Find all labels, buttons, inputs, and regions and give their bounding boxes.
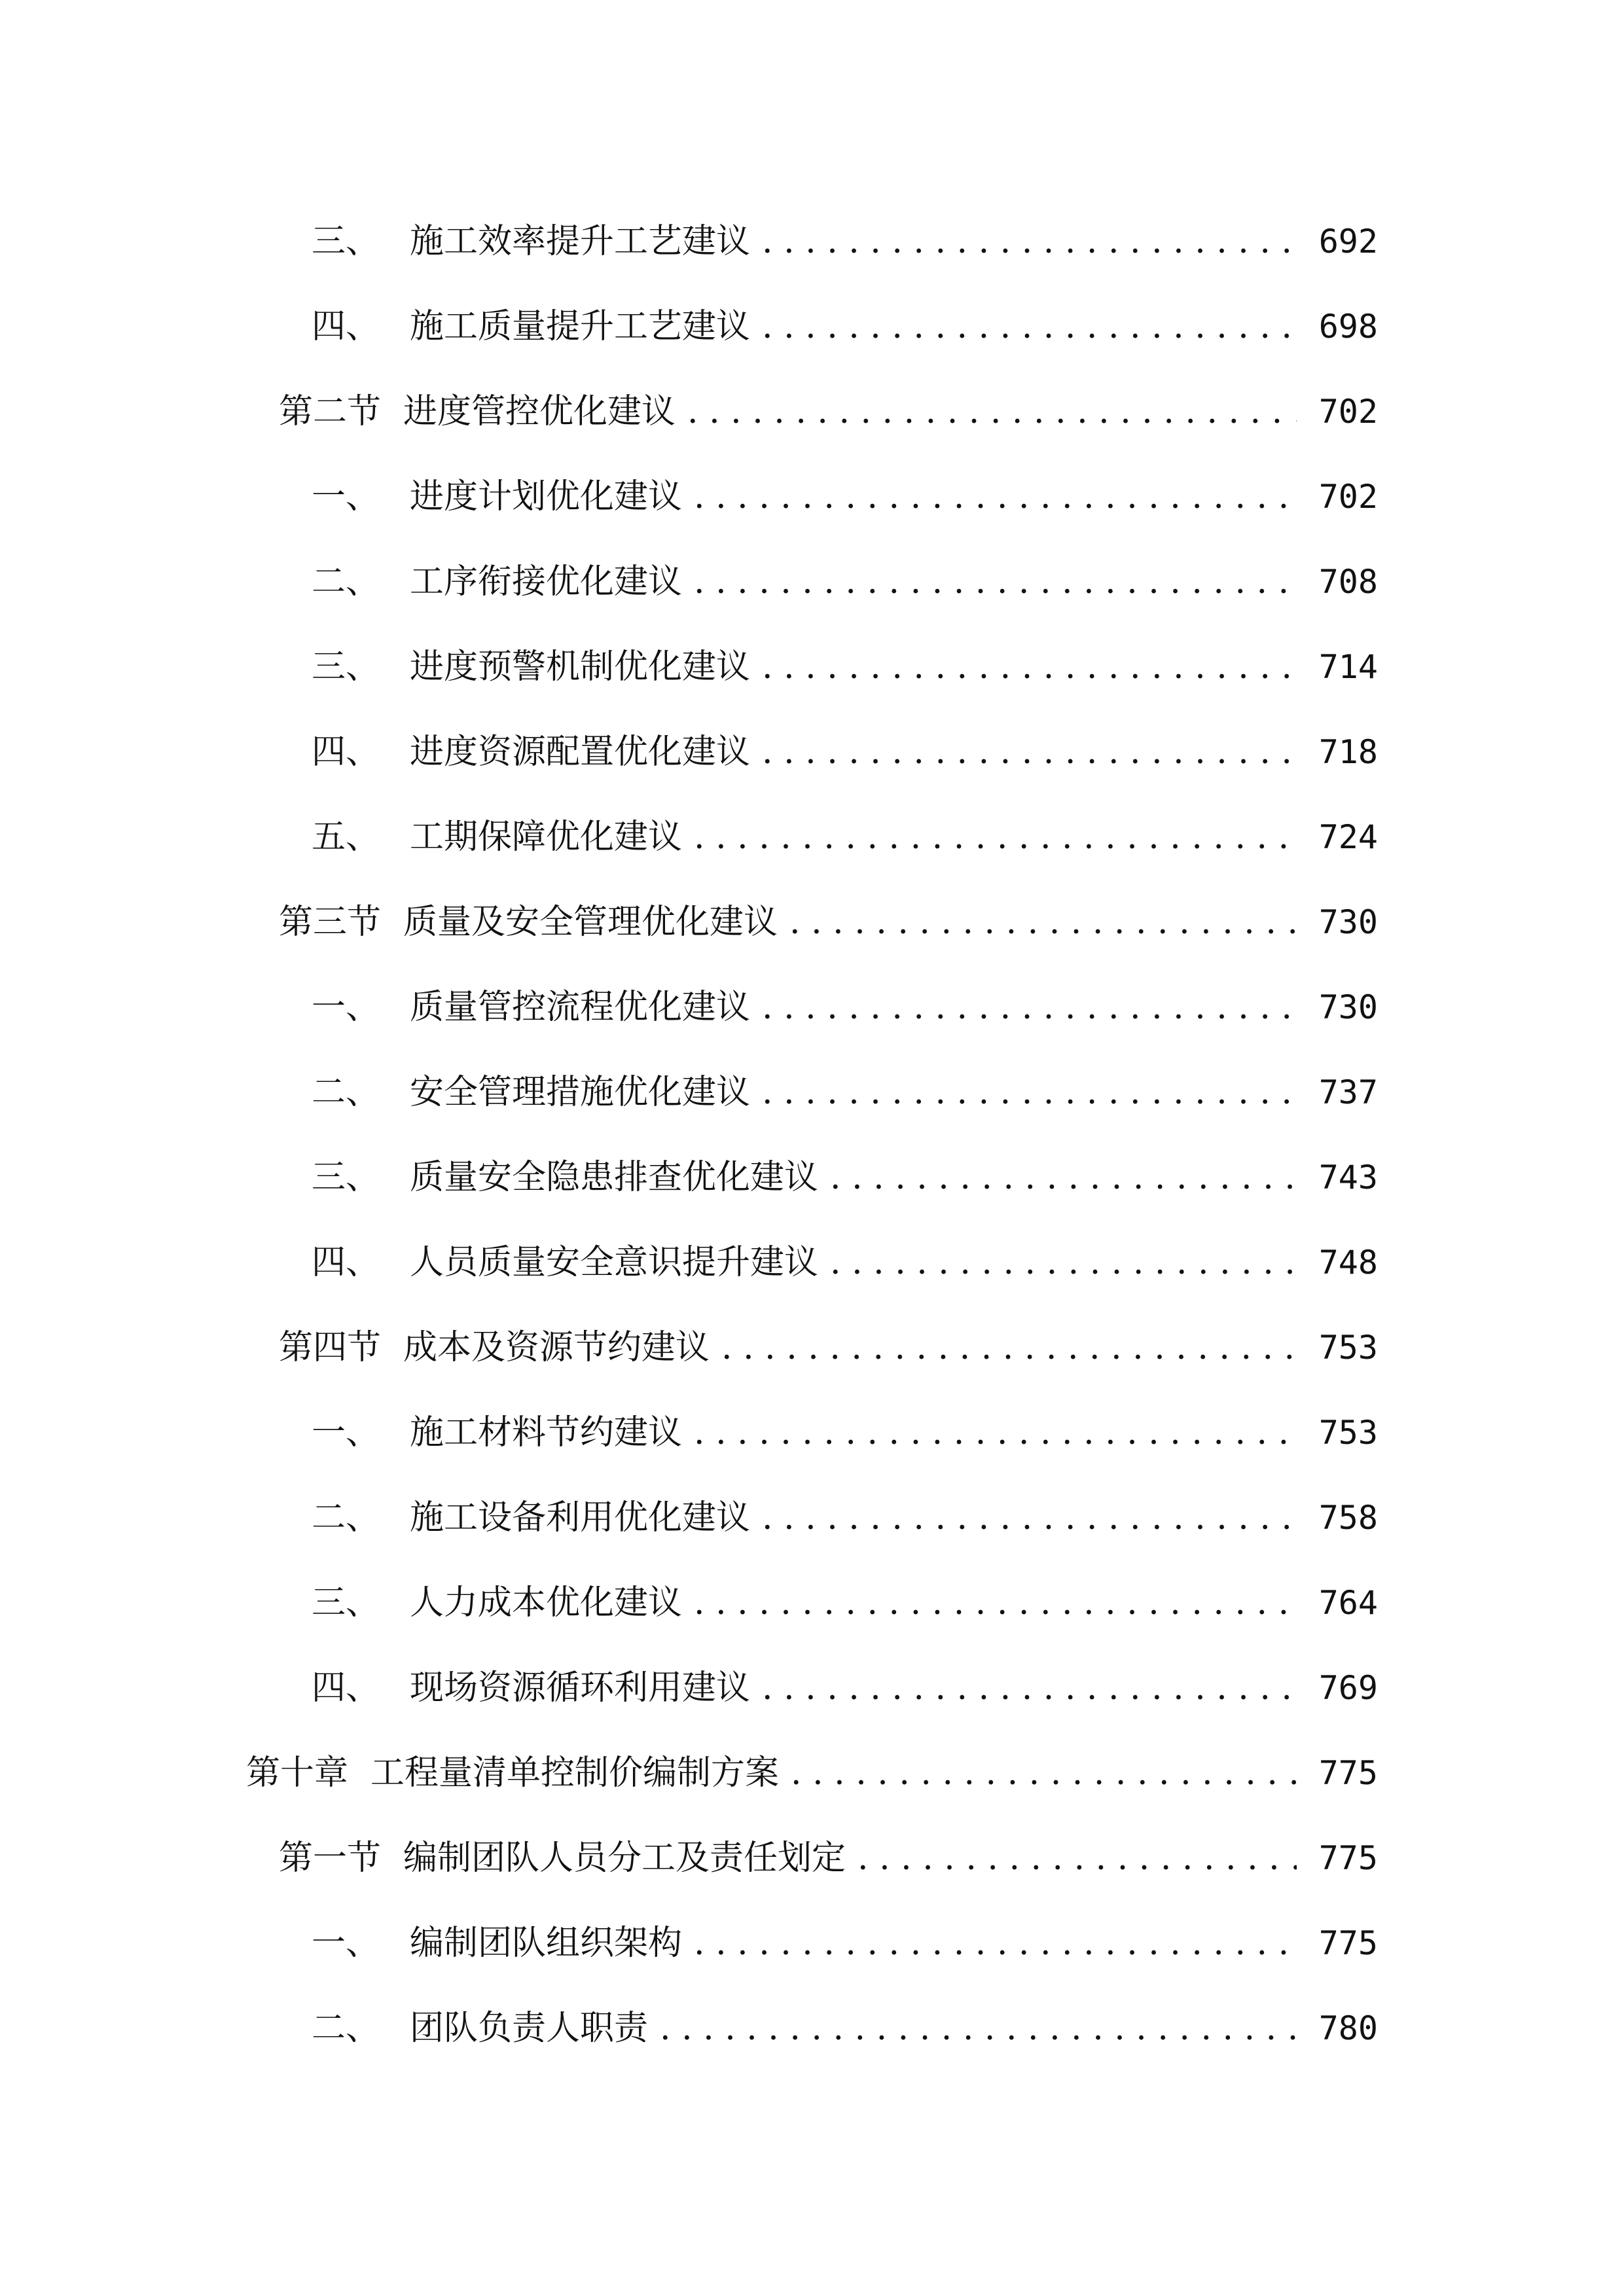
toc-section-entry[interactable] <box>0 1816 1624 1901</box>
toc-entry-page: 753 <box>1318 1329 1378 1367</box>
toc-entry[interactable] <box>0 1220 1624 1305</box>
toc-section-number: 第二节 <box>279 392 382 431</box>
toc-entry[interactable] <box>0 795 1624 880</box>
dot-leader <box>762 1498 1297 1537</box>
toc-entry[interactable] <box>0 284 1624 369</box>
toc-entry[interactable] <box>0 1050 1624 1135</box>
toc-entry-number: 二、 <box>312 1498 380 1537</box>
toc-entry-number: 三、 <box>312 222 380 261</box>
toc-entry-page: 764 <box>1318 1584 1378 1622</box>
dot-leader <box>762 222 1297 261</box>
toc-entry-title: 人员质量安全意识提升建议 <box>410 1243 819 1282</box>
toc-entry-title: 施工质量提升工艺建议 <box>410 307 751 346</box>
toc-section-title: 质量及安全管理优化建议 <box>403 903 778 942</box>
dot-leader <box>762 1668 1297 1708</box>
toc-entry-title: 团队负责人职责 <box>410 2009 649 2048</box>
dot-leader <box>857 1839 1297 1878</box>
toc-entry-title: 进度预警机制优化建议 <box>410 647 751 687</box>
toc-entry-page: 775 <box>1318 1754 1378 1792</box>
toc-entry-page: 724 <box>1318 818 1378 856</box>
toc-entry-title: 编制团队组织架构 <box>410 1924 683 1963</box>
dot-leader <box>830 1243 1297 1282</box>
toc-entry-number: 二、 <box>312 562 380 601</box>
toc-entry[interactable] <box>0 965 1624 1050</box>
toc-entry[interactable] <box>0 454 1624 539</box>
toc-entry-title: 进度资源配置优化建议 <box>410 732 751 772</box>
toc-entry-page: 730 <box>1318 903 1378 941</box>
toc-entry-number: 四、 <box>312 1243 380 1282</box>
dot-leader <box>721 1328 1297 1367</box>
toc-chapter-entry[interactable] <box>0 1731 1624 1816</box>
toc-entry-page: 718 <box>1318 733 1378 771</box>
toc-entry-page: 758 <box>1318 1499 1378 1537</box>
toc-entry-title: 质量安全隐患排查优化建议 <box>410 1158 819 1197</box>
dot-leader <box>694 1583 1297 1623</box>
toc-entry-number: 三、 <box>312 647 380 687</box>
dot-leader <box>694 1924 1297 1963</box>
toc-section-number: 第四节 <box>279 1328 382 1367</box>
dot-leader <box>694 477 1297 516</box>
dot-leader <box>762 647 1297 687</box>
dot-leader <box>660 2009 1297 2048</box>
toc-entry-title: 进度计划优化建议 <box>410 477 683 516</box>
toc-entry-number: 五、 <box>312 817 380 857</box>
dot-leader <box>762 307 1297 346</box>
toc-entry[interactable] <box>0 1901 1624 1986</box>
toc-entry-page: 702 <box>1318 393 1378 431</box>
toc-entry-page: 698 <box>1318 308 1378 346</box>
table-of-contents <box>0 199 1624 2071</box>
toc-entry-page: 753 <box>1318 1414 1378 1452</box>
toc-section-number: 第三节 <box>279 903 382 942</box>
toc-entry-number: 四、 <box>312 732 380 772</box>
toc-entry-page: 714 <box>1318 648 1378 686</box>
toc-section-entry[interactable] <box>0 1305 1624 1390</box>
toc-entry-number: 四、 <box>312 1668 380 1708</box>
toc-entry[interactable] <box>0 1560 1624 1645</box>
dot-leader <box>694 1413 1297 1452</box>
dot-leader <box>791 1753 1297 1793</box>
toc-entry-number: 一、 <box>312 477 380 516</box>
toc-entry-title: 安全管理措施优化建议 <box>410 1073 751 1112</box>
toc-entry-number: 三、 <box>312 1583 380 1623</box>
toc-entry-page: 780 <box>1318 2009 1378 2047</box>
toc-entry[interactable] <box>0 1390 1624 1475</box>
toc-entry-number: 二、 <box>312 1073 380 1112</box>
dot-leader <box>830 1158 1297 1197</box>
toc-entry-page: 692 <box>1318 223 1378 260</box>
toc-entry[interactable] <box>0 199 1624 284</box>
dot-leader <box>687 392 1297 431</box>
toc-entry-title: 人力成本优化建议 <box>410 1583 683 1623</box>
dot-leader <box>694 562 1297 601</box>
toc-entry[interactable] <box>0 539 1624 624</box>
toc-section-title: 编制团队人员分工及责任划定 <box>403 1839 846 1878</box>
toc-entry-page: 743 <box>1318 1158 1378 1196</box>
dot-leader <box>762 1073 1297 1112</box>
toc-section-entry[interactable] <box>0 369 1624 454</box>
toc-entry-title: 质量管控流程优化建议 <box>410 988 751 1027</box>
toc-entry-page: 775 <box>1318 1924 1378 1962</box>
toc-chapter-title: 工程量清单控制价编制方案 <box>370 1753 780 1793</box>
dot-leader <box>762 732 1297 772</box>
toc-entry[interactable] <box>0 624 1624 709</box>
toc-entry[interactable] <box>0 1645 1624 1731</box>
toc-entry-number: 一、 <box>312 1413 380 1452</box>
toc-entry-page: 748 <box>1318 1244 1378 1282</box>
dot-leader <box>762 988 1297 1027</box>
toc-entry-page: 730 <box>1318 988 1378 1026</box>
toc-section-title: 成本及资源节约建议 <box>403 1328 710 1367</box>
toc-section-number: 第一节 <box>279 1839 382 1878</box>
toc-entry[interactable] <box>0 1475 1624 1560</box>
toc-entry-page: 769 <box>1318 1669 1378 1707</box>
toc-entry[interactable] <box>0 1135 1624 1220</box>
toc-entry[interactable] <box>0 1986 1624 2071</box>
dot-leader <box>694 817 1297 857</box>
toc-chapter-number: 第十章 <box>246 1753 349 1793</box>
toc-entry-number: 一、 <box>312 1924 380 1963</box>
toc-entry-title: 现场资源循环利用建议 <box>410 1668 751 1708</box>
toc-entry-number: 三、 <box>312 1158 380 1197</box>
toc-entry-title: 工序衔接优化建议 <box>410 562 683 601</box>
toc-entry-title: 施工材料节约建议 <box>410 1413 683 1452</box>
toc-entry-page: 737 <box>1318 1073 1378 1111</box>
toc-entry-number: 一、 <box>312 988 380 1027</box>
toc-entry-page: 775 <box>1318 1839 1378 1877</box>
toc-entry-number: 四、 <box>312 307 380 346</box>
toc-entry-title: 施工设备利用优化建议 <box>410 1498 751 1537</box>
toc-entry-number: 二、 <box>312 2009 380 2048</box>
toc-entry-page: 702 <box>1318 478 1378 516</box>
toc-section-entry[interactable] <box>0 880 1624 965</box>
dot-leader <box>789 903 1297 942</box>
toc-entry[interactable] <box>0 709 1624 795</box>
toc-entry-page: 708 <box>1318 563 1378 601</box>
toc-entry-title: 施工效率提升工艺建议 <box>410 222 751 261</box>
toc-section-title: 进度管控优化建议 <box>403 392 676 431</box>
toc-entry-title: 工期保障优化建议 <box>410 817 683 857</box>
